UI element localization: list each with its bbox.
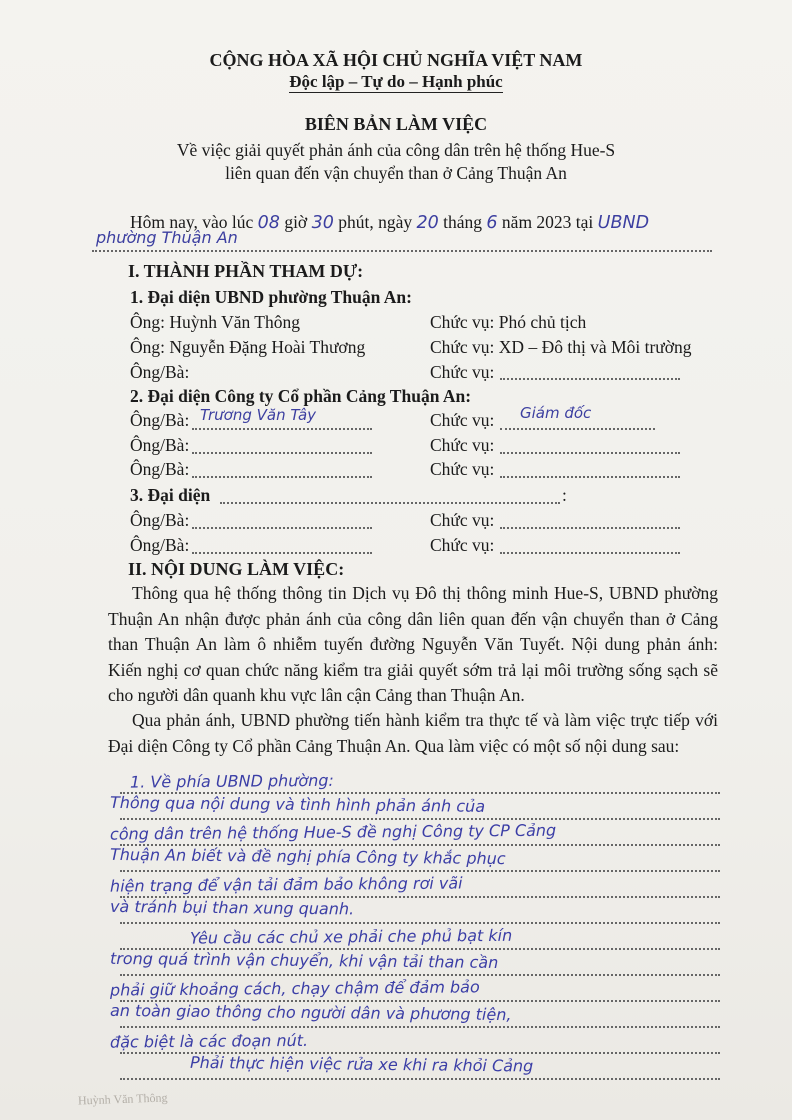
- dotted-line: [220, 502, 560, 504]
- intro-minute: 30: [311, 213, 334, 233]
- intro-month: 6: [486, 213, 498, 233]
- g1-row2-role: Chức vụ: XD – Đô thị và Môi trường: [430, 337, 692, 357]
- g2-row2-name: Ông/Bà:: [130, 435, 190, 455]
- group-3-colon: :: [562, 485, 567, 505]
- intro-place-1: UBND: [597, 213, 650, 233]
- paragraph-1: Thông qua hệ thống thông tin Dịch vụ Đô thị thông minh Hue-S, UBND phường Thuận An nhận được phản ánh của công dân liên quan đến vận chuyển than ở Cảng than Thuận An làm ô nhiễm tuyến đường Nguyễn Văn Tuyết. Nội dung phản ánh: Kiến nghị cơ quan chức năng kiểm tra giải quyết sớm trả lại môi trường sống sạch sẽ cho người dân quanh khu vực lân cận Cảng than Thuận An.: [108, 583, 718, 705]
- motto: [0, 72, 792, 92]
- nation-header: CỘNG HÒA XÃ HỘI CHỦ NGHĨA VIỆT NAM: [209, 50, 583, 70]
- document-subtitle-1: Về việc giải quyết phản ánh của công dân trên hệ thống Hue-S: [176, 140, 616, 160]
- faded-stamp-text: Huỳnh Văn Thông: [77, 1090, 168, 1108]
- document-subtitle-2: liên quan đến vận chuyển than ở Cảng Thuận An: [225, 163, 567, 183]
- handwritten-line: công dân trên hệ thống Hue-S đề nghị Công ty CP Cảng: [109, 820, 557, 844]
- g2-row1-name: Ông/Bà:: [130, 410, 190, 430]
- document-title: BIÊN BẢN LÀM VIỆC: [304, 114, 488, 134]
- paragraph-2: Qua phản ánh, UBND phường tiến hành kiểm tra thực tế và làm việc trực tiếp với Đại diện Công ty Cổ phần Cảng Thuận An. Qua làm việc có một số nội dung sau:: [108, 710, 718, 756]
- g1-row1-role: Chức vụ: Phó chủ tịch: [430, 312, 587, 332]
- intro-text-1: Hôm nay, vào lúc: [130, 212, 254, 232]
- dotted-line: [192, 452, 372, 454]
- handwritten-line: đặc biệt là các đoạn nút.: [109, 1030, 309, 1052]
- group-1-heading: 1. Đại diện UBND phường Thuận An:: [130, 287, 412, 307]
- dotted-line: [120, 1078, 720, 1080]
- intro-day: 20: [416, 213, 439, 233]
- handwritten-line: trong quá trình vận chuyển, khi vận tải than cần: [109, 948, 499, 972]
- g1-row2-name: Ông: Nguyễn Đặng Hoài Thương: [130, 337, 366, 357]
- g2-row3-name: Ông/Bà:: [130, 459, 190, 479]
- handwritten-line: hiện trạng để vận tải đảm bảo không rơi vãi: [109, 873, 463, 896]
- g1-row1-name: Ông: Huỳnh Văn Thông: [130, 312, 300, 332]
- g1-row3-name: Ông/Bà:: [130, 362, 190, 382]
- g2-row1-role: Chức vụ:: [430, 410, 495, 430]
- intro-text-3: phút, ngày: [338, 212, 413, 232]
- motto-text: Độc lập – Tự do – Hạnh phúc: [289, 72, 503, 91]
- section-1-heading: I. THÀNH PHẦN THAM DỰ:: [128, 261, 364, 281]
- dotted-line: [192, 527, 372, 529]
- g1-row3-role: Chức vụ:: [430, 362, 495, 382]
- dotted-line: [192, 428, 372, 430]
- intro-text-2: giờ: [284, 212, 308, 232]
- dotted-line: [500, 552, 680, 554]
- group-3-heading: 3. Đại diện: [130, 485, 211, 505]
- dotted-line: [500, 476, 680, 478]
- intro-text-4: tháng: [443, 212, 483, 232]
- g3-row2-name: Ông/Bà:: [130, 535, 190, 555]
- g2-row3-role: Chức vụ:: [430, 459, 495, 479]
- g3-row2-role: Chức vụ:: [430, 535, 495, 555]
- dotted-line: [192, 552, 372, 554]
- handwritten-line: Phải thực hiện việc rửa xe khi ra khỏi Cảng: [189, 1052, 534, 1076]
- intro-place-2: phường Thuận An: [96, 228, 238, 247]
- g2-row1-hand-role: Giám đốc: [520, 404, 592, 422]
- dotted-line: [192, 476, 372, 478]
- g3-row1-name: Ông/Bà:: [130, 510, 190, 530]
- handwritten-line: Yêu cầu các chủ xe phải che phủ bạt kín: [189, 925, 513, 948]
- handwritten-line: và tránh bụi than xung quanh.: [109, 896, 355, 919]
- dotted-line: [120, 922, 720, 924]
- handwritten-line: Thuận An biết và đề nghị phía Công ty khắc phục: [109, 844, 506, 869]
- handwritten-line: phải giữ khoảng cách, chạy chậm để đảm bảo: [109, 977, 480, 1000]
- g2-row1-hand-name: Trương Văn Tây: [200, 406, 317, 424]
- handwritten-line: an toàn giao thông cho người dân và phương tiện,: [109, 1000, 512, 1025]
- dotted-line: [500, 378, 680, 380]
- dotted-line: [500, 428, 655, 430]
- g2-row2-role: Chức vụ:: [430, 435, 495, 455]
- intro-text-5: năm 2023 tại: [501, 212, 594, 232]
- handwritten-line: Thông qua nội dung và tình hình phản ánh của: [109, 792, 486, 816]
- dotted-line: [500, 452, 680, 454]
- intro-hour: 08: [257, 213, 280, 233]
- section-2-heading: II. NỘI DUNG LÀM VIỆC:: [128, 559, 345, 579]
- g3-row1-role: Chức vụ:: [430, 510, 495, 530]
- group-2-heading: 2. Đại diện Công ty Cổ phần Cảng Thuận An:: [130, 386, 472, 406]
- handwritten-line: 1. Về phía UBND phường:: [129, 770, 334, 792]
- dotted-line: [500, 527, 680, 529]
- dotted-line: [92, 250, 712, 252]
